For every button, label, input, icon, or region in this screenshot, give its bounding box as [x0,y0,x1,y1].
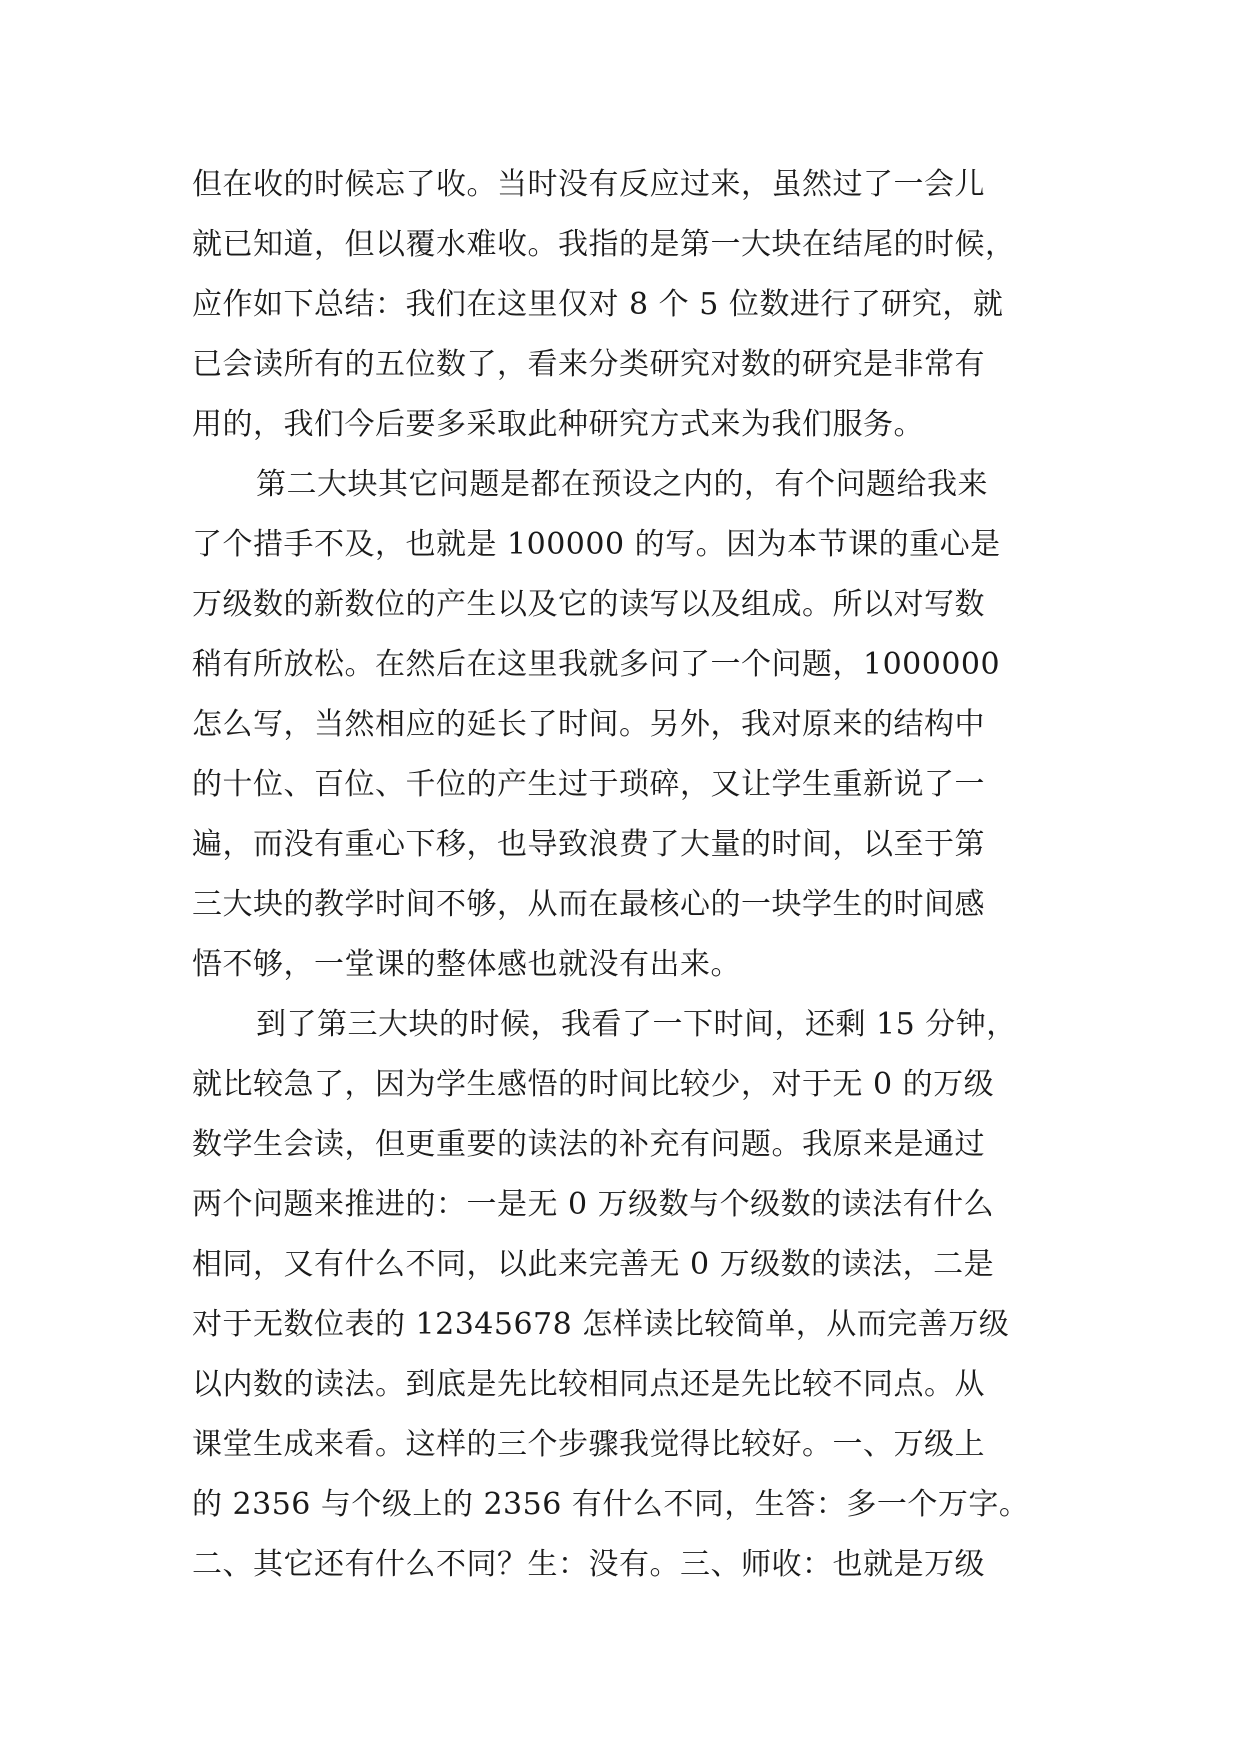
text-line: 的 2356 与个级上的 2356 有什么不同，生答：多一个万字。 [192,1487,1030,1522]
text-line: 相同，又有什么不同，以此来完善无 0 万级数的读法，二是 [192,1247,995,1282]
text-line: 应作如下总结：我们在这里仅对 8 个 5 位数进行了研究，就 [192,287,1004,322]
text-line: 了个措手不及，也就是 100000 的写。因为本节课的重心是 [192,527,1001,562]
text-line: 遍，而没有重心下移，也导致浪费了大量的时间，以至于第 [192,827,985,862]
paragraph-start-line: 第二大块其它问题是都在预设之内的，有个问题给我来 [256,467,988,502]
text-line: 二、其它还有什么不同？生：没有。三、师收：也就是万级 [192,1547,985,1582]
paragraph-start-line: 到了第三大块的时候，我看了一下时间，还剩 15 分钟， [256,1007,1017,1042]
text-line: 用的，我们今后要多采取此种研究方式来为我们服务。 [192,407,924,442]
text-line: 就比较急了，因为学生感悟的时间比较少，对于无 0 的万级 [192,1067,995,1102]
text-line: 已会读所有的五位数了，看来分类研究对数的研究是非常有 [192,347,985,382]
text-line: 但在收的时候忘了收。当时没有反应过来，虽然过了一会儿 [192,167,985,202]
text-line: 稍有所放松。在然后在这里我就多问了一个问题，1000000 [192,647,1001,682]
text-line: 万级数的新数位的产生以及它的读写以及组成。所以对写数 [192,587,985,622]
text-line: 两个问题来推进的：一是无 0 万级数与个级数的读法有什么 [192,1187,995,1222]
text-line: 对于无数位表的 12345678 怎样读比较简单，从而完善万级 [192,1307,1010,1342]
text-line: 数学生会读，但更重要的读法的补充有问题。我原来是通过 [192,1127,985,1162]
text-line: 就已知道，但以覆水难收。我指的是第一大块在结尾的时候， [192,227,1016,262]
text-line: 怎么写，当然相应的延长了时间。另外，我对原来的结构中 [192,707,985,742]
text-line: 的十位、百位、千位的产生过于琐碎，又让学生重新说了一 [192,767,985,802]
text-line: 课堂生成来看。这样的三个步骤我觉得比较好。一、万级上 [192,1427,985,1462]
text-line: 悟不够，一堂课的整体感也就没有出来。 [192,947,741,982]
text-line: 以内数的读法。到底是先比较相同点还是先比较不同点。从 [192,1367,985,1402]
text-line: 三大块的教学时间不够，从而在最核心的一块学生的时间感 [192,887,985,922]
